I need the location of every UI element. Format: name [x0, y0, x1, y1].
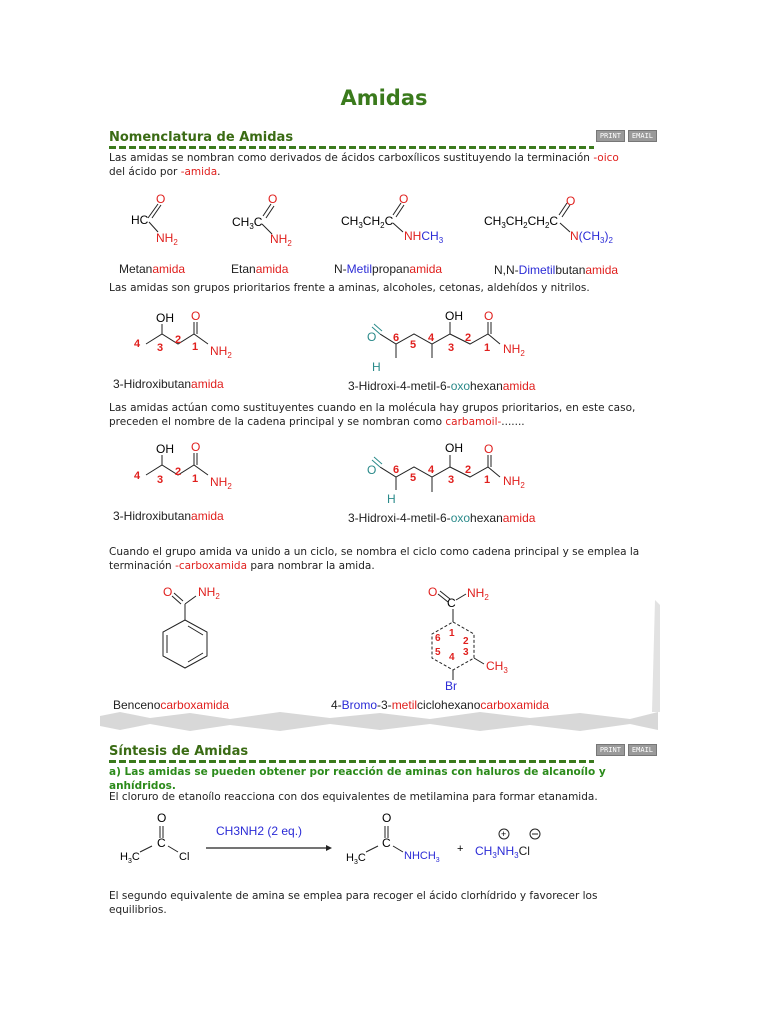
svg-text:CH3CH2CH2C: $CH_3CH_2CH_2C$: [484, 214, 559, 230]
right-edge-shadow: [652, 600, 660, 712]
paragraph-sustituyentes: Las amidas actúan como sustituyentes cuando en la molécula hay grupos prioritarios, en este caso, preceden el nombre de la cadena principal y se nombran como carbamoil-.......: [109, 402, 636, 428]
svg-text:NH2: $NH_2$: [270, 232, 292, 248]
name-3-hidroxi-oxohexanamida-1: 3-Hidroxi-4-metil-6-oxohexanamida: [348, 379, 536, 393]
4-bromo-3-metilciclohexanocarboxamida-structure: [428, 585, 508, 693]
svg-text:O: O: [157, 811, 167, 825]
svg-text:O: O: [484, 442, 494, 456]
section-title: Nomenclatura de Amidas: [109, 130, 294, 145]
intro-paragraph: Las amidas se nombran como derivados de ácidos carboxílicos sustituyendo la terminación -oico del ácido por -amida.: [109, 152, 619, 178]
name-bromo-metilciclohexanocarboxamida: 4-Bromo-3-metilciclohexanocarboxamida: [331, 698, 550, 712]
subheading-haluros: a) Las amidas se pueden obtener por reacción de aminas con haluros de alcanoílo y anhídridos.: [109, 766, 606, 792]
3-hidroxibutanamida-structure-1: [134, 309, 232, 360]
svg-text:H: H: [387, 492, 396, 506]
3-hidroxi-4-metil-6-oxohexanamida-structure-2: [367, 441, 525, 506]
svg-text:O: O: [399, 192, 409, 206]
svg-text:NH2: $NH_2$: [210, 475, 232, 491]
svg-text:+: +: [501, 829, 507, 839]
svg-text:NHCH3: $NHCH_3$: [404, 850, 440, 864]
metanamida-structure: [131, 192, 178, 247]
svg-text:4: 4: [134, 470, 141, 482]
name-3-hidroxibutanamida-2: 3-Hidroxibutanamida: [113, 509, 224, 523]
svg-text:4: 4: [428, 332, 435, 344]
svg-text:1: 1: [484, 342, 491, 354]
svg-text:4: 4: [134, 338, 141, 350]
svg-text:2: 2: [463, 636, 469, 647]
name-etanamida: Etanamida: [231, 262, 289, 276]
svg-text:NH2: $NH_2$: [503, 342, 525, 358]
svg-text:5: 5: [410, 339, 417, 351]
svg-text:3: 3: [157, 342, 164, 354]
reagent-label: CH3NH2 (2 eq.): [216, 824, 303, 838]
svg-text:H: H: [372, 360, 381, 374]
svg-text:O: O: [191, 309, 201, 323]
svg-text:C: C: [382, 836, 391, 850]
svg-text:3: 3: [157, 474, 164, 486]
name-n-metilpropanamida: N-Metilpropanamida: [334, 262, 443, 276]
paragraph-segundo-equivalente: El segundo equivalente de amina se emplea para recoger el ácido clorhídrido y favorecer los equilibrios.: [109, 890, 598, 916]
name-nn-dimetilbutanamida: N,N-Dimetilbutanamida: [494, 263, 619, 277]
svg-text:6: 6: [435, 633, 441, 644]
bencenocarboxamida-structure: [163, 585, 220, 668]
svg-text:O: O: [367, 330, 377, 344]
svg-text:N(CH3)2: $N(CH_3)_2$: [570, 229, 613, 245]
svg-text:NH2: $NH_2$: [156, 231, 178, 247]
svg-text:2: 2: [465, 332, 472, 344]
svg-text:3: 3: [463, 647, 469, 658]
svg-text:1: 1: [484, 474, 491, 486]
svg-text:O: O: [156, 192, 166, 206]
svg-text:4: 4: [449, 652, 455, 663]
svg-text:NH2: $NH_2$: [198, 585, 220, 601]
svg-text:2: 2: [465, 464, 472, 476]
svg-text:3: 3: [448, 474, 455, 486]
paragraph-prioritarios: Las amidas son grupos prioritarios frente a aminas, alcoholes, cetonas, aldehídos y nitrilos.: [109, 282, 590, 294]
svg-text:1: 1: [449, 628, 455, 639]
reaction-scheme: [120, 811, 540, 866]
svg-text:NH2: $NH_2$: [210, 344, 232, 360]
print-button[interactable]: PRINT: [596, 744, 625, 756]
svg-text:2: 2: [175, 334, 182, 346]
dashed-divider: [109, 760, 594, 763]
section-header-sintesis: [109, 744, 657, 764]
svg-text:NHCH3: $NHCH_3$: [404, 229, 444, 245]
svg-text:OH: OH: [445, 309, 463, 323]
svg-text:5: 5: [435, 647, 441, 658]
svg-text:NH2: $NH_2$: [467, 586, 489, 602]
name-metanamida: Metanamida: [119, 262, 186, 276]
name-3-hidroxi-oxohexanamida-2: 3-Hidroxi-4-metil-6-oxohexanamida: [348, 511, 536, 525]
svg-text:O: O: [428, 585, 438, 599]
svg-text:CH3CH2C: $CH_3CH_2C$: [341, 214, 394, 230]
name-bencenocarboxamida: Bencenocarboxamida: [113, 698, 230, 712]
section-title: Síntesis de Amidas: [109, 744, 249, 759]
svg-text:O: O: [268, 192, 278, 206]
email-button[interactable]: EMAIL: [628, 744, 657, 756]
paragraph-cloruro: El cloruro de etanoílo reacciona con dos equivalentes de metilamina para formar etanamida.: [109, 791, 598, 803]
svg-text:Cl: Cl: [179, 851, 190, 863]
svg-text:6: 6: [393, 332, 400, 344]
svg-text:O: O: [367, 463, 377, 477]
svg-text:H3C: $H_3C$: [346, 852, 366, 866]
svg-text:H3C: $H_3C$: [120, 851, 140, 865]
n-metilpropanamida-structure: [341, 192, 444, 245]
print-button[interactable]: PRINT: [596, 130, 625, 142]
svg-text:2: 2: [175, 466, 182, 478]
svg-text:CH3C: $CH_3C$: [232, 215, 263, 231]
svg-text:CH3NH3Cl: $CH_3NH_3Cl$: [475, 844, 530, 860]
svg-text:C: C: [157, 836, 166, 850]
svg-text:+: +: [457, 843, 464, 855]
svg-text:O: O: [163, 585, 173, 599]
svg-text:5: 5: [410, 472, 417, 484]
name-3-hidroxibutanamida-1: 3-Hidroxibutanamida: [113, 377, 224, 391]
svg-text:6: 6: [393, 464, 400, 476]
etanamida-structure: [232, 192, 292, 248]
svg-text:O: O: [382, 811, 392, 825]
svg-text:OH: OH: [445, 441, 463, 455]
svg-text:1: 1: [192, 341, 199, 353]
svg-text:3: 3: [448, 342, 455, 354]
svg-text:HC: HC: [131, 213, 149, 227]
svg-text:O: O: [566, 194, 576, 208]
svg-text:OH: OH: [156, 311, 174, 325]
svg-text:4: 4: [428, 464, 435, 476]
svg-text:Br: Br: [445, 679, 457, 693]
svg-text:C: C: [447, 596, 456, 610]
svg-text:O: O: [191, 440, 201, 454]
svg-text:O: O: [484, 309, 494, 323]
email-button[interactable]: EMAIL: [628, 130, 657, 142]
page-title: Amidas: [340, 86, 428, 110]
svg-text:1: 1: [192, 473, 199, 485]
torn-edge: [100, 712, 658, 731]
3-hidroxi-4-metil-6-oxohexanamida-structure-1: [367, 309, 525, 374]
nn-dimetilbutanamida-structure: [484, 194, 613, 245]
3-hidroxibutanamida-structure-2: [134, 440, 232, 491]
svg-text:OH: OH: [156, 442, 174, 456]
svg-text:NH2: $NH_2$: [503, 474, 525, 490]
paragraph-ciclo: Cuando el grupo amida va unido a un ciclo, se nombra el ciclo como cadena principal y se emplea la terminación -carboxamida para nombrar la amida.: [109, 546, 640, 572]
svg-text:CH3: $CH_3$: [486, 659, 508, 675]
